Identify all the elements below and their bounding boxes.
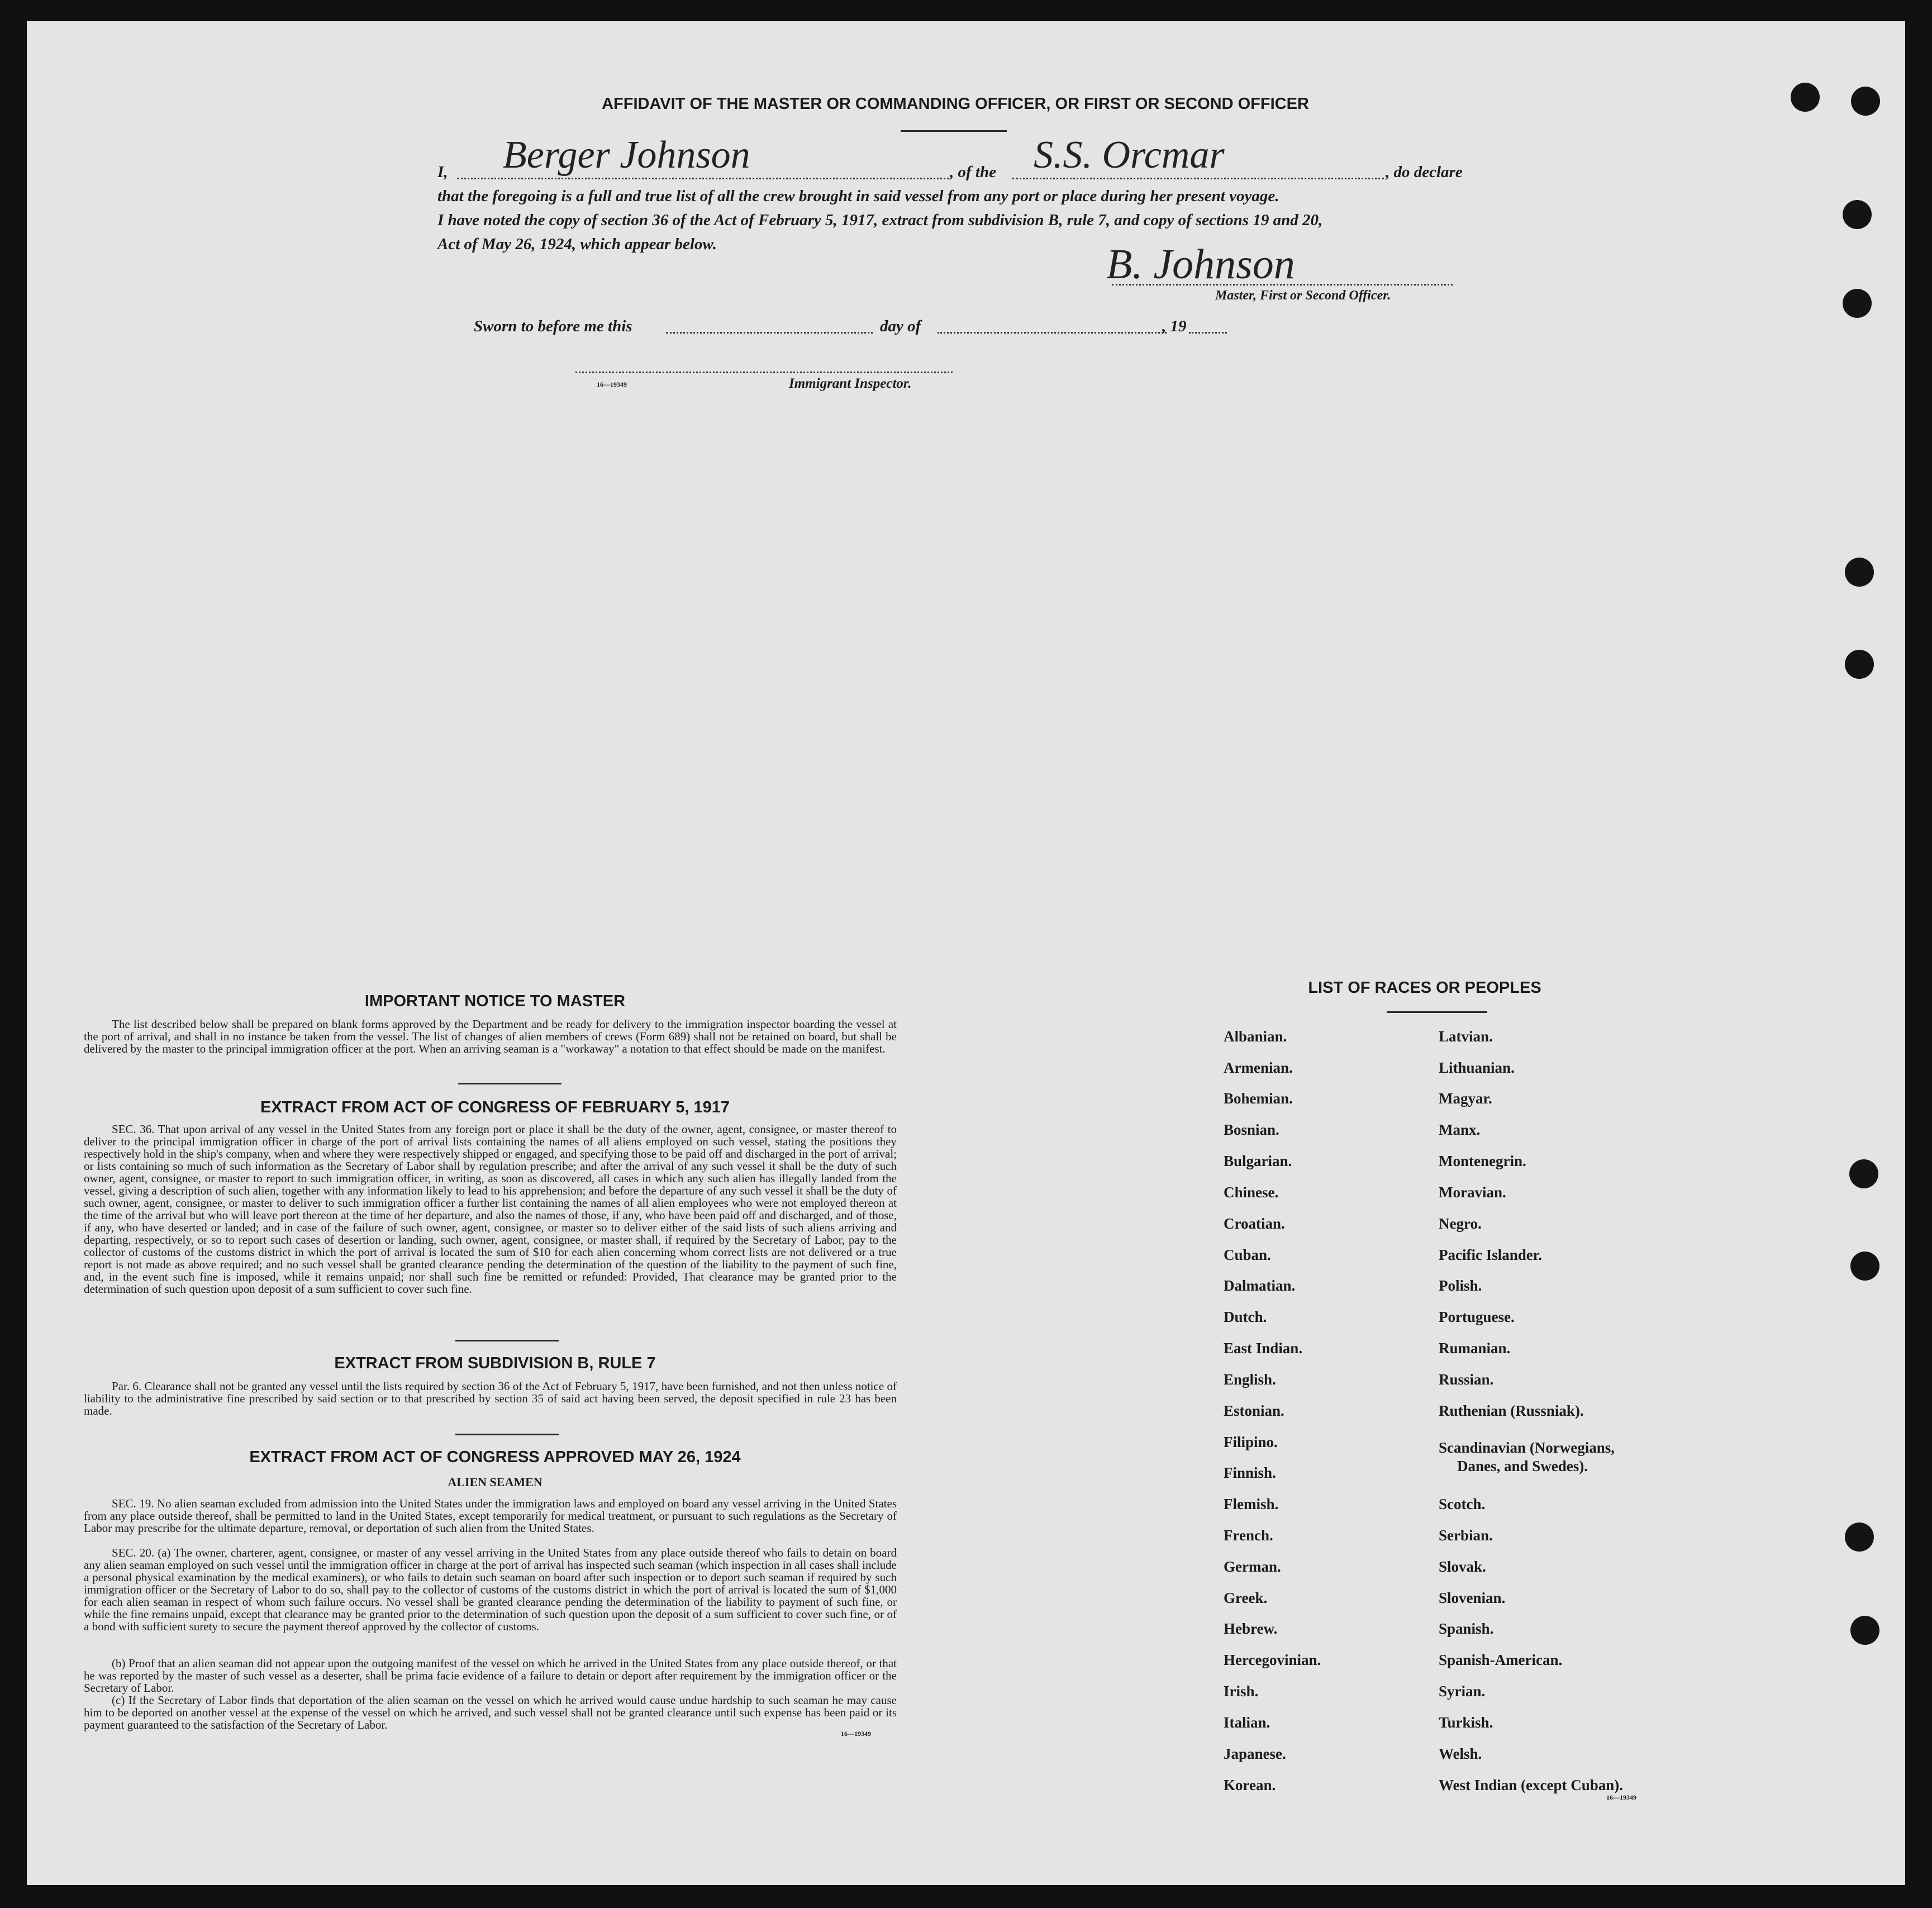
- race-item: Pacific Islander.: [1439, 1246, 1542, 1263]
- race-item: Montenegrin.: [1439, 1153, 1526, 1169]
- vessel-line: [1012, 178, 1384, 179]
- race-item: Polish.: [1439, 1277, 1482, 1294]
- race-item: German.: [1224, 1558, 1281, 1575]
- race-item: Scotch.: [1439, 1496, 1486, 1512]
- signature-caption: Master, First or Second Officer.: [1215, 288, 1391, 303]
- race-item: Hercegovinian.: [1224, 1652, 1321, 1668]
- divider: [455, 1434, 559, 1435]
- race-item: Negro.: [1439, 1215, 1482, 1232]
- signature-line: [1112, 284, 1453, 286]
- sec19-text: SEC. 19. No alien seaman excluded from admission into the United States under the immigration laws and employed on board any vessel arriving in the United States from any place outside thereof, shall be permitted to land in the United States, except temporarily for medical treatment, or pursuant to such regulations as the Secretary of Labor may prescribe for the ultimate departure, removal, or deportation of such alien from the United States.: [84, 1497, 897, 1535]
- race-item: Italian.: [1224, 1714, 1270, 1731]
- punch-hole: [1845, 1522, 1874, 1552]
- race-item: Manx.: [1439, 1121, 1481, 1138]
- race-item: Irish.: [1224, 1683, 1259, 1700]
- master-signature: B. Johnson: [1106, 241, 1295, 288]
- race-item: Bosnian.: [1224, 1121, 1279, 1138]
- race-item: Welsh.: [1439, 1745, 1482, 1762]
- inspector-line: [575, 372, 953, 373]
- affidavit-prefix: I,: [437, 163, 448, 181]
- race-item: Serbian.: [1439, 1527, 1493, 1544]
- punch-hole: [1850, 1252, 1879, 1281]
- divider: [455, 1340, 559, 1341]
- punch-hole: [1845, 650, 1874, 679]
- affidavit-title: AFFIDAVIT OF THE MASTER OR COMMANDING OFFICER, OR FIRST OR SECOND OFFICER: [602, 95, 1309, 113]
- declarant-handwritten: Berger Johnson: [503, 134, 750, 177]
- race-item: Estonian.: [1224, 1402, 1284, 1419]
- divider: [458, 1083, 561, 1084]
- punch-hole: [1843, 289, 1872, 318]
- race-item: English.: [1224, 1371, 1276, 1388]
- race-item: Syrian.: [1439, 1683, 1486, 1700]
- race-item: Lithuanian.: [1439, 1059, 1515, 1076]
- race-item: Croatian.: [1224, 1215, 1285, 1232]
- form-number: 16—19349: [841, 1730, 871, 1738]
- race-item: Scandinavian (Norwegians,: [1439, 1439, 1615, 1456]
- year-label: , 19: [1162, 317, 1187, 335]
- race-item: Cuban.: [1224, 1246, 1271, 1263]
- sec20b-text: (b) Proof that an alien seaman did not appear upon the outgoing manifest of the vessel on which he arrived in the United States from any place outside thereof, or that he was reported by the master of such vessel as a deserter, shall be prima facie evidence of a failure to detain or deport after requirement by the immigration officer or the Secretary of Labor.: [84, 1657, 897, 1695]
- year-line: [1189, 332, 1227, 334]
- divider: [901, 130, 1007, 132]
- race-item: Flemish.: [1224, 1496, 1279, 1512]
- race-item: Turkish.: [1439, 1714, 1493, 1731]
- race-item: Bulgarian.: [1224, 1153, 1292, 1169]
- race-item: Rumanian.: [1439, 1340, 1511, 1357]
- extract-1917-title: EXTRACT FROM ACT OF CONGRESS OF FEBRUARY 5, 1917: [260, 1098, 730, 1116]
- race-item: Moravian.: [1439, 1184, 1506, 1201]
- punch-hole: [1845, 558, 1874, 587]
- extract-1924-title: EXTRACT FROM ACT OF CONGRESS APPROVED MAY 26, 1924: [249, 1448, 741, 1466]
- race-item: East Indian.: [1224, 1340, 1303, 1357]
- affidavit-line-3: I have noted the copy of section 36 of the Act of February 5, 1917, extract from subdivision B, rule 7, and copy of sections 19 and 20,: [437, 211, 1323, 229]
- race-item: Portuguese.: [1439, 1309, 1515, 1325]
- race-item: Ruthenian (Russniak).: [1439, 1402, 1584, 1419]
- race-item: Spanish.: [1439, 1620, 1494, 1637]
- punch-hole: [1850, 1616, 1879, 1645]
- race-item: Danes, and Swedes).: [1457, 1458, 1588, 1474]
- declarant-line: [457, 178, 949, 179]
- sworn-date-line: [666, 332, 873, 334]
- race-item: Bohemian.: [1224, 1090, 1293, 1107]
- day-of-label: day of: [880, 317, 921, 335]
- race-item: Slovak.: [1439, 1558, 1486, 1575]
- race-item: West Indian (except Cuban).: [1439, 1777, 1624, 1793]
- races-title: LIST OF RACES OR PEOPLES: [1308, 979, 1541, 997]
- vessel-handwritten: S.S. Orcmar: [1034, 134, 1225, 177]
- race-item: Korean.: [1224, 1777, 1276, 1793]
- affidavit-line-4: Act of May 26, 1924, which appear below.: [437, 235, 717, 253]
- month-line: [938, 332, 1167, 334]
- sworn-label: Sworn to before me this: [474, 317, 632, 335]
- form-number: 16—19349: [597, 380, 627, 388]
- race-item: Chinese.: [1224, 1184, 1279, 1201]
- rule7-title: EXTRACT FROM SUBDIVISION B, RULE 7: [334, 1354, 656, 1372]
- race-item: Finnish.: [1224, 1464, 1276, 1481]
- race-item: French.: [1224, 1527, 1273, 1544]
- punch-hole: [1849, 1159, 1878, 1188]
- race-item: Slovenian.: [1439, 1590, 1506, 1606]
- race-item: Albanian.: [1224, 1028, 1287, 1045]
- notice-title: IMPORTANT NOTICE TO MASTER: [364, 992, 626, 1010]
- race-item: Spanish-American.: [1439, 1652, 1563, 1668]
- sec20a-text: SEC. 20. (a) The owner, charterer, agent, consignee, or master of any vessel arriving in the United States from any place outside thereof who fails to detain on board any alien seaman employed on such vessel until the immigration officer in charge at the port of arrival has inspected such seaman (which inspection in all cases shall include a personal physical examination by the medical examiners), or who fails to detain such seaman on board after such inspection or to deport such seaman if required by such immigration officer or the Secretary of Labor to do so, shall pay to the collector of customs of the customs district in which the port of arrival is located the sum of $1,000 for each alien seaman in respect of whom such failure occurs. No vessel shall be granted clearance pending the determination of the liability to payment of such fine, or while the fine remains unpaid, except that clearance may be granted prior to the determination of such question upon the deposit of a sum sufficient to cover such fine, or of a bond with sufficient surety to secure the payment thereof approved by the collector of customs.: [84, 1546, 897, 1633]
- race-item: Latvian.: [1439, 1028, 1493, 1045]
- race-item: Dalmatian.: [1224, 1277, 1296, 1294]
- inspector-label: Immigrant Inspector.: [789, 376, 912, 391]
- punch-hole: [1843, 200, 1872, 229]
- divider: [1387, 1011, 1487, 1013]
- race-item: Dutch.: [1224, 1309, 1267, 1325]
- extract-1917-body: SEC. 36. That upon arrival of any vessel in the United States from any foreign port or place it shall be the duty of the owner, agent, consignee, or master thereof to deliver to the principal immigration officer in charge of the port of arrival lists containing the names of all aliens employed on such vessel, stating the positions they respectively hold in the ship's company, when and where they were respectively shipped or engaged, and specifying those to be paid off and discharged in the port of arrival; or lists containing so much of such information as the Secretary of Labor shall by regulation prescribe; and after the arrival of any such vessel it shall be the duty of such owner, agent, consignee, or master to report to such immigration officer, in writing, as soon as discovered, all cases in which any such alien has illegally landed from the vessel, giving a description of such alien, together with any information likely to lead to his apprehension; and before the departure of any such vessel it shall be the duty of such owner, agent, consignee, or master to deliver to such immigration officer a further list containing the names of all alien employees who were not employed thereon at the time of the arrival but who will leave port thereon at the time of her departure, and also the names of those, if any, who have been paid off and discharged, and of those, if any, who have deserted or landed; and in case of the failure of such owner, agent, consignee, or master so to deliver either of the said lists of such aliens arriving and departing, respectively, or so to report such cases of desertion or landing, such owner, agent, consignee, or master shall, if required by the Secretary of Labor, pay to the collector of customs of the customs district in which the port of arrival is located the sum of $10 for each alien concerning whom correct lists are not delivered or a true report is not made as above required; and no such vessel shall be granted clearance pending the determination of the question of the liability to the payment of such fine, and, in the event such fine is imposed, while it remains unpaid; nor shall such fine be remitted or refunded: Provided, That clearance may be granted prior to the determination of such question upon deposit of a sum sufficient to cover such fine.: [84, 1122, 897, 1296]
- sec20c-text: (c) If the Secretary of Labor finds that deportation of the alien seaman on the vessel on which he arrived would cause undue hardship to such seaman he may cause him to be deported on another vessel at the expense of the vessel on which he arrived, and such vessel shall not be granted clearance until such expense has been paid or its payment guaranteed to the satisfaction of the Secretary of Labor.: [84, 1693, 897, 1731]
- race-item: Japanese.: [1224, 1745, 1286, 1762]
- race-item: Russian.: [1439, 1371, 1494, 1388]
- race-item: Greek.: [1224, 1590, 1268, 1606]
- punch-hole: [1851, 87, 1880, 116]
- race-item: Magyar.: [1439, 1090, 1492, 1107]
- rule7-body: Par. 6. Clearance shall not be granted any vessel until the lists required by section 36 of the Act of February 5, 1917, have been furnished, and not then unless notice of liability to the administrative fine prescribed by said section or to that prescribed by section 35 of said act having been served, the deposit specified in rule 23 has been made.: [84, 1379, 897, 1417]
- race-item: Hebrew.: [1224, 1620, 1278, 1637]
- affidavit-line-2: that the foregoing is a full and true list of all the crew brought in said vessel from any port or place during her present voyage.: [437, 187, 1279, 205]
- form-number: 16—19349: [1606, 1793, 1636, 1801]
- do-declare-label: , do declare: [1386, 163, 1463, 181]
- race-item: Filipino.: [1224, 1434, 1278, 1450]
- notice-body: The list described below shall be prepared on blank forms approved by the Department and be ready for delivery to the immigration inspector boarding the vessel at the port of arrival, and shall in no instance be taken from the vessel. The list of changes of alien members of crews (Form 689) shall not be retained on board, but shall be delivered by the master to the principal immigration officer at the port. When an arriving seaman is a "workaway" a notation to that effect should be made on the manifest.: [84, 1017, 897, 1055]
- punch-hole: [1791, 83, 1820, 112]
- race-item: Armenian.: [1224, 1059, 1293, 1076]
- alien-seamen-subtitle: ALIEN SEAMEN: [448, 1475, 543, 1489]
- of-the-label: , of the: [950, 163, 996, 181]
